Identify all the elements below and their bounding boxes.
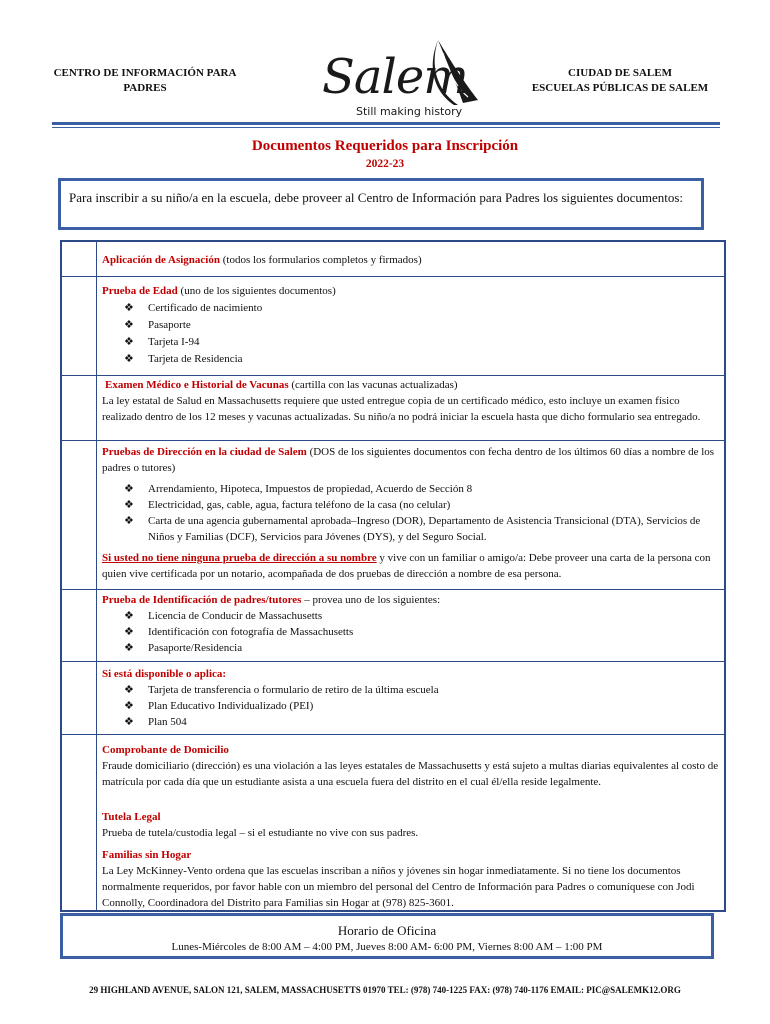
list-item: ❖ Licencia de Conducir de Massachusetts bbox=[124, 610, 323, 622]
diamond-bullet-icon: ❖ bbox=[124, 642, 134, 654]
row-divider bbox=[60, 734, 726, 735]
diamond-bullet-icon: ❖ bbox=[124, 353, 134, 365]
section-body: Prueba de tutela/custodia legal – si el estudiante no vive con sus padres. bbox=[102, 827, 419, 839]
section-desc: (todos los formularios completos y firmados) bbox=[219, 254, 422, 266]
section-body: La Ley McKinney-Vento ordena que las escuelas inscriban a niños y jóvenes sin hogar inmediatamente. Si no tiene los documentos normalmente requeridos, por favor hable con un miembro del personal del Centro de Información para Padres o comuníquese con Jodi Connolly, Coordinadora del Distrito para Familias sin Hogar at (978) 825-3601. bbox=[102, 865, 695, 909]
section-direccion bbox=[102, 444, 720, 582]
row-divider bbox=[60, 661, 726, 662]
header-right-line1: CIUDAD DE SALEM bbox=[568, 67, 672, 79]
header-left-line2: PADRES bbox=[123, 82, 167, 94]
header-rule bbox=[52, 122, 720, 125]
header-right-line2: ESCUELAS PÚBLICAS DE SALEM bbox=[531, 82, 709, 94]
section-body: La ley estatal de Salud en Massachusetts requiere que usted entregue copia de un certificado médico, esto incluye un examen físico realizado dentro de los 12 meses y vacunas actualizadas. Su niño/a no podrá iniciar la escuela hasta que dicho formulario sea entregado. bbox=[102, 395, 701, 423]
office-hours-box bbox=[60, 913, 714, 959]
section-edad bbox=[102, 283, 720, 368]
diamond-bullet-icon: ❖ bbox=[124, 610, 134, 622]
office-hours-schedule: Lunes-Miércoles de 8:00 AM – 4:00 PM, Jueves 8:00 AM- 6:00 PM, Viernes 8:00 AM – 1:00 PM bbox=[171, 941, 603, 953]
section-heading: Tutela Legal bbox=[102, 811, 161, 823]
intro-text: Para inscribir a su niño/a en la escuela, debe proveer al Centro de Información para Padres los siguientes documentos: bbox=[69, 190, 684, 205]
list-item: ❖ Electricidad, gas, cable, agua, factura teléfono de la casa (no celular) bbox=[124, 499, 451, 511]
logo-tagline: Still making history bbox=[356, 105, 463, 118]
section-asignacion bbox=[102, 252, 720, 268]
section-medico bbox=[102, 377, 720, 425]
row-divider bbox=[60, 276, 726, 277]
section-heading: Aplicación de Asignación bbox=[102, 254, 220, 266]
diamond-bullet-icon: ❖ bbox=[124, 302, 134, 314]
diamond-bullet-icon: ❖ bbox=[124, 483, 134, 495]
diamond-bullet-icon: ❖ bbox=[124, 515, 134, 527]
section-heading: Comprobante de Domicilio bbox=[102, 744, 229, 756]
salem-logo bbox=[318, 35, 488, 125]
footer-contact: 29 HIGHLAND AVENUE, SALON 121, SALEM, MASSACHUSETTS 01970 TEL: (978) 740-1225 FAX: (978) 740-1176 EMAIL: PIC@SALEMK12.ORG bbox=[89, 985, 681, 995]
list-item: ❖ Tarjeta I-94 bbox=[124, 334, 720, 351]
section-hogar bbox=[102, 847, 720, 911]
section-desc: (DOS de los siguientes documentos con fecha dentro de los últimos 60 días a nombre de los padres o tutores) bbox=[102, 446, 715, 474]
header-left bbox=[0, 66, 290, 96]
list-item: ❖ Pasaporte bbox=[124, 317, 720, 334]
header-right bbox=[500, 66, 740, 96]
diamond-bullet-icon: ❖ bbox=[124, 499, 134, 511]
list-item: ❖ Carta de una agencia gubernamental aprobada–Ingreso (DOR), Departamento de Asistencia Transicional (DTA), Servicios de Niños y Familias (DCF), Servicios para Jóvenes (DYS), y del Seguro Social. bbox=[124, 515, 701, 543]
diamond-bullet-icon: ❖ bbox=[124, 626, 134, 638]
intro-box bbox=[58, 178, 704, 230]
section-disponible bbox=[102, 666, 720, 730]
section-identificacion bbox=[102, 592, 720, 656]
diamond-bullet-icon: ❖ bbox=[124, 700, 134, 712]
school-year: 2022-23 bbox=[365, 158, 405, 170]
diamond-bullet-icon: ❖ bbox=[124, 319, 134, 331]
list-item: ❖ Certificado de nacimiento bbox=[124, 300, 720, 317]
list-item: ❖ Tarjeta de transferencia o formulario de retiro de la última escuela bbox=[124, 684, 439, 696]
section-desc: (uno de los siguientes documentos) bbox=[177, 285, 336, 297]
row-divider bbox=[60, 589, 726, 590]
checkbox-medico[interactable] bbox=[60, 375, 94, 440]
diamond-bullet-icon: ❖ bbox=[124, 336, 134, 348]
section-heading: Si está disponible o aplica: bbox=[102, 668, 227, 680]
header-rule-thin bbox=[52, 127, 720, 128]
list-item: ❖ Identificación con fotografía de Massachusetts bbox=[124, 626, 354, 638]
list-item: ❖ Arrendamiento, Hipoteca, Impuestos de propiedad, Acuerdo de Sección 8 bbox=[124, 483, 473, 495]
checkbox-edad[interactable] bbox=[60, 276, 94, 375]
checkbox-direccion[interactable] bbox=[60, 440, 94, 589]
list-item: ❖ Plan Educativo Individualizado (PEI) bbox=[124, 700, 314, 712]
section-tutela bbox=[102, 809, 720, 841]
section-desc: – provea uno de los siguientes: bbox=[301, 594, 441, 606]
checkbox-asignacion[interactable] bbox=[60, 240, 94, 276]
section-heading: Examen Médico e Historial de Vacunas bbox=[105, 379, 289, 391]
row-divider bbox=[60, 375, 726, 376]
diamond-bullet-icon: ❖ bbox=[124, 684, 134, 696]
section-desc: (cartilla con las vacunas actualizadas) bbox=[288, 379, 458, 391]
section-heading: Familias sin Hogar bbox=[102, 849, 192, 861]
requirements-table bbox=[60, 240, 726, 912]
section-note-heading: Si usted no tiene ninguna prueba de dirección a su nombre bbox=[102, 552, 377, 564]
office-hours-title: Horario de Oficina bbox=[337, 923, 437, 938]
section-body: Fraude domiciliario (dirección) es una violación a las leyes estatales de Massachusetts y está sujeto a multas diarias equivalentes al costo de matrícula por cada día que un estudiante asista a una escuela fuera del distrito en el cual él/ella reside legalmente. bbox=[102, 760, 719, 788]
checkbox-identificacion[interactable] bbox=[60, 589, 94, 661]
diamond-bullet-icon: ❖ bbox=[124, 716, 134, 728]
section-note-body: y vive con un familiar o amigo/a: Debe proveer una carta de la persona con quien vive certificada por un notario, acompañada de dos pruebas de dirección a nombre de esa persona. bbox=[102, 552, 711, 580]
list-item: ❖ Pasaporte/Residencia bbox=[124, 642, 243, 654]
checkbox-disponible[interactable] bbox=[60, 661, 94, 734]
list-item: ❖ Tarjeta de Residencia bbox=[124, 351, 720, 368]
section-heading: Prueba de Edad bbox=[102, 285, 178, 297]
logo-wordmark: Salem bbox=[322, 49, 468, 105]
section-domicilio bbox=[102, 742, 720, 790]
section-heading: Prueba de Identificación de padres/tutores bbox=[102, 594, 302, 606]
page-title: Documentos Requeridos para Inscripción bbox=[251, 138, 519, 154]
header-left-line1: CENTRO DE INFORMACIÓN PARA bbox=[53, 67, 237, 79]
section-heading: Pruebas de Dirección en la ciudad de Salem bbox=[102, 446, 307, 458]
checkbox-domicilio[interactable] bbox=[60, 734, 94, 912]
row-divider bbox=[60, 440, 726, 441]
list-item: ❖ Plan 504 bbox=[124, 716, 187, 728]
